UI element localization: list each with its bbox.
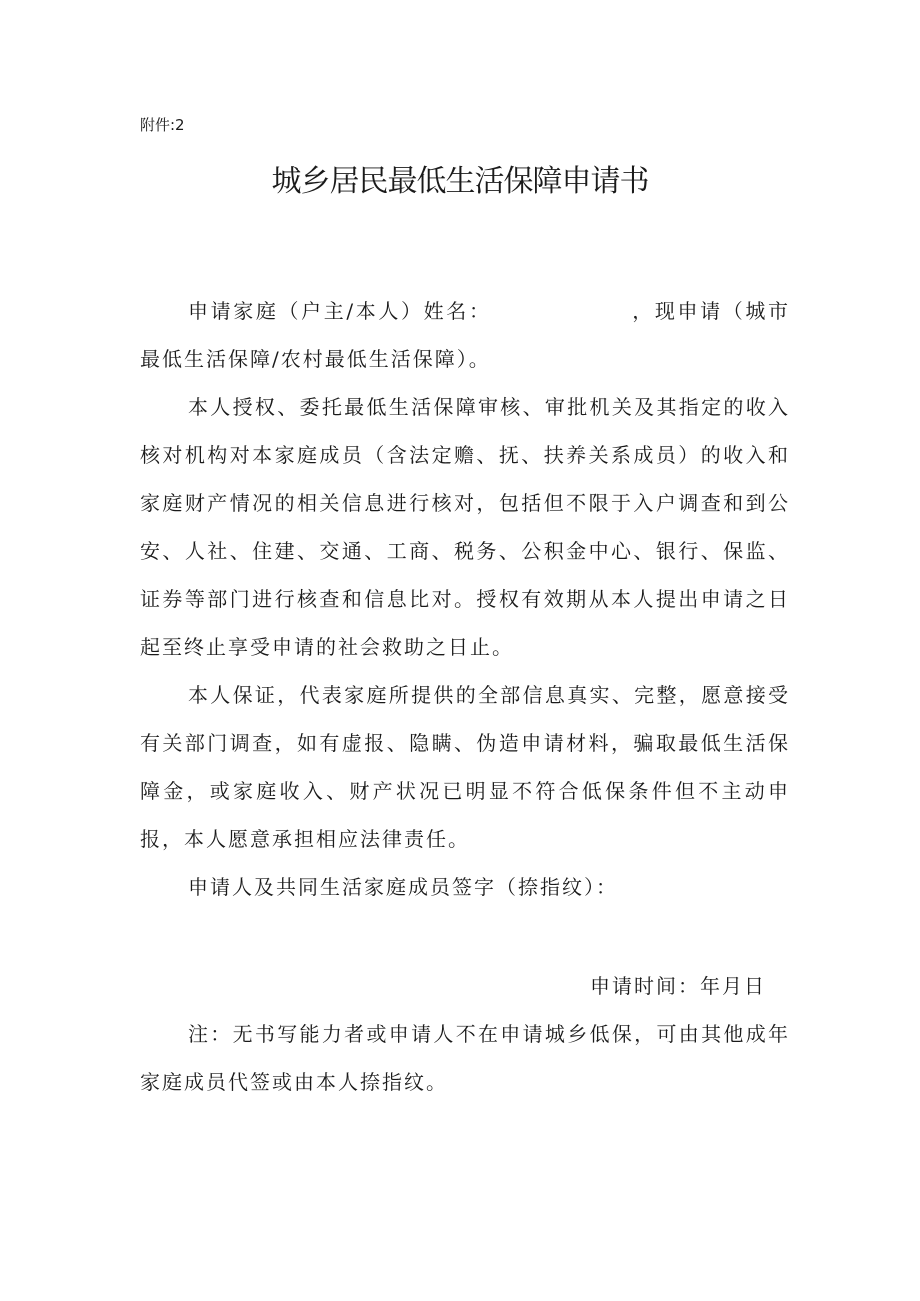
application-type-text: ，现申请（城市最低生活保障/农村最低生活保障）。: [140, 299, 790, 371]
application-paragraph: [140, 287, 790, 383]
document-title: 城乡居民最低生活保障申请书: [271, 164, 649, 199]
signature-line: 申请人及共同生活家庭成员签字（捺指纹）：: [188, 875, 618, 899]
application-date: 申请时间：年月日: [590, 974, 766, 998]
applicant-name-prefix: 申请家庭（户主/本人）姓名：: [188, 299, 492, 323]
note-paragraph: 注：无书写能力者或申请人不在申请城乡低保，可由其他成年家庭成员代签或由本人捺指纹。: [140, 1022, 790, 1094]
guarantee-paragraph: 本人保证，代表家庭所提供的全部信息真实、完整，愿意接受有关部门调查，如有虚报、隐瞒、伪造申请材料，骗取最低生活保障金，或家庭收入、财产状况已明显不符合低保条件但不主动申报，本人愿意承担相应法律责任。: [140, 683, 790, 851]
attachment-label: 附件:2: [140, 116, 185, 134]
authorization-paragraph: 本人授权、委托最低生活保障审核、审批机关及其指定的收入核对机构对本家庭成员（含法定赡、抚、扶养关系成员）的收入和家庭财产情况的相关信息进行核对，包括但不限于入户调查和到公安、人社、住建、交通、工商、税务、公积金中心、银行、保监、证券等部门进行核查和信息比对。授权有效期从本人提出申请之日起至终止享受申请的社会救助之日止。: [140, 395, 790, 659]
